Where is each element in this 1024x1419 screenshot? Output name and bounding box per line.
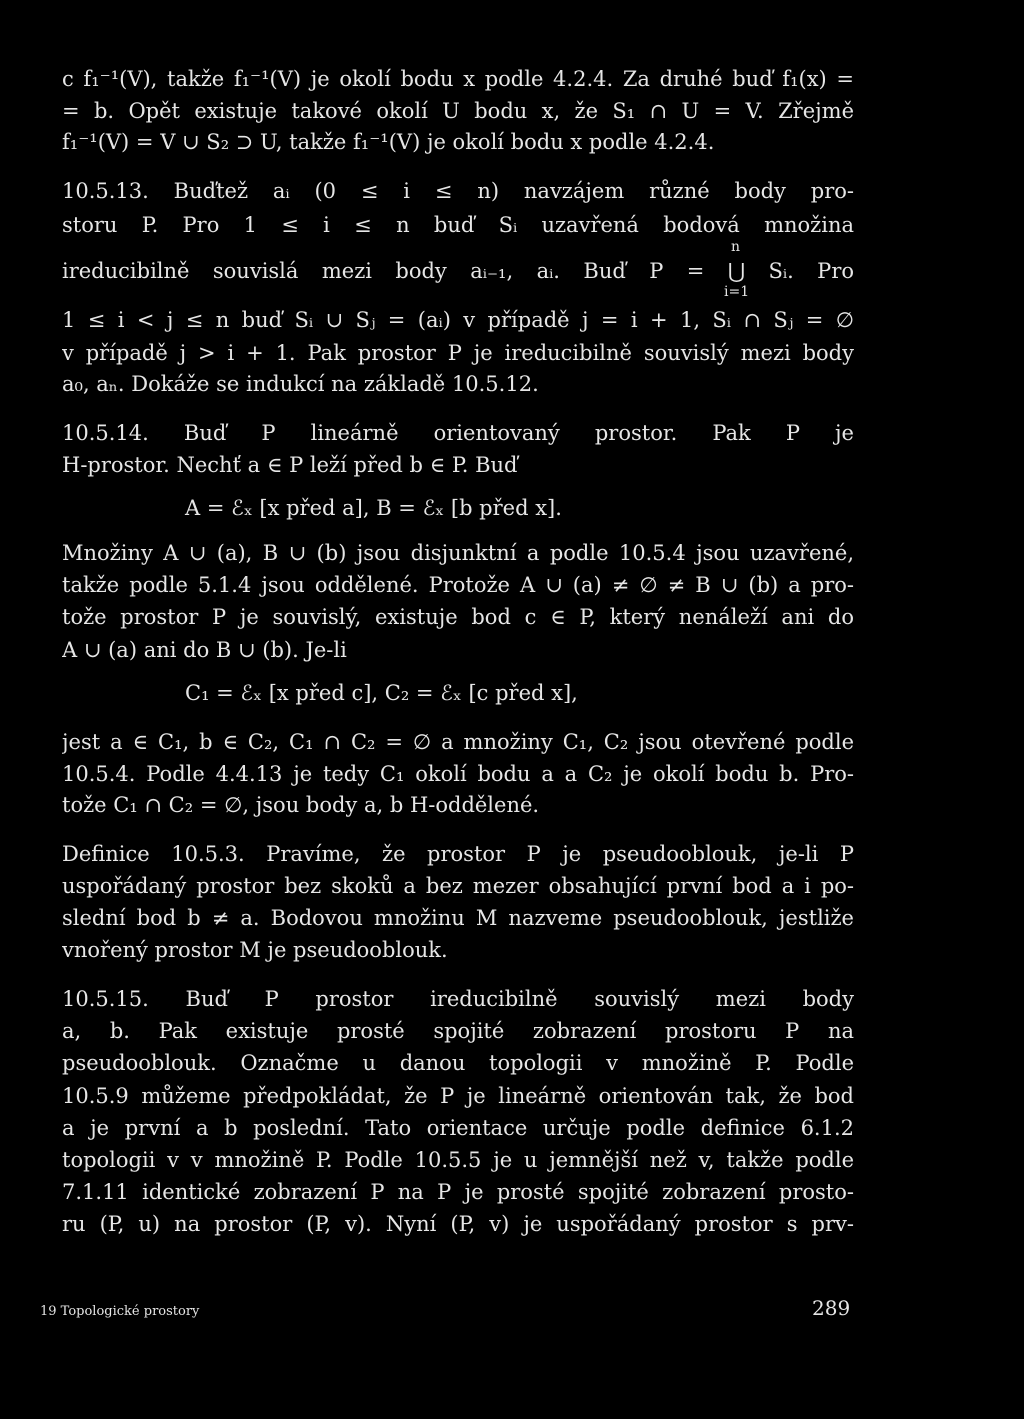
text-line: 10.5.4. Podle 4.4.13 je tedy C₁ okolí bodu a a C₂ je okolí bodu b. Pro- (62, 762, 854, 786)
text-line: slední bod b ≠ a. Bodovou množinu M nazveme pseudooblouk, jestliže (62, 906, 854, 930)
theorem-10-5-14-heading: 10.5.14. Buď P lineárně orientovaný prostor. Pak P je (62, 421, 854, 445)
text-line: takže podle 5.1.4 jsou oddělené. Protože A ∪ (a) ≠ ∅ ≠ B ∪ (b) a pro- (62, 573, 854, 597)
definition-10-5-3-heading: Definice 10.5.3. Pravíme, že prostor P je pseudooblouk, je-li P (62, 842, 854, 866)
text-line: jest a ∈ C₁, b ∈ C₂, C₁ ∩ C₂ = ∅ a množiny C₁, C₂ jsou otevřené podle (62, 730, 854, 754)
theorem-10-5-15-heading: 10.5.15. Buď P prostor ireducibilně souvislý mezi body (62, 987, 854, 1011)
text-line: a je první a b poslední. Tato orientace určuje podle definice 6.1.2 (62, 1116, 854, 1140)
footer-signature: 19 Topologické prostory (40, 1304, 200, 1319)
text-line: vnořený prostor M je pseudooblouk. (62, 938, 448, 962)
union-lower-limit: i=1 (724, 284, 750, 300)
text-line: f₁⁻¹(V) = V ∪ S₂ ⊃ U, takže f₁⁻¹(V) je okolí bodu x podle 4.2.4. (62, 130, 715, 154)
display-formula-ab: A = ℰₓ [x před a], B = ℰₓ [b před x]. (185, 496, 562, 520)
text-line: Množiny A ∪ (a), B ∪ (b) jsou disjunktní a podle 10.5.4 jsou uzavřené, (62, 541, 854, 565)
text-line: A ∪ (a) ani do B ∪ (b). Je-li (62, 638, 347, 662)
text-line: tože C₁ ∩ C₂ = ∅, jsou body a, b H-oddělené. (62, 793, 540, 817)
display-formula-c: C₁ = ℰₓ [x před c], C₂ = ℰₓ [c před x], (185, 681, 578, 705)
union-upper-limit: n (731, 239, 741, 255)
text-line: a₀, aₙ. Dokáže se indukcí na základě 10.5.12. (62, 372, 539, 396)
text-line: = b. Opět existuje takové okolí U bodu x, že S₁ ∩ U = V. Zřejmě (62, 99, 854, 123)
text-line: pseudooblouk. Označme u danou topologii v množině P. Podle (62, 1051, 854, 1075)
text-line: ireducibilně souvislá mezi body aᵢ₋₁, aᵢ. Buď P = ⋃ Sᵢ. Pro (62, 259, 854, 283)
text-line: tože prostor P je souvislý, existuje bod c ∈ P, který nenáleží ani do (62, 605, 854, 629)
text-line: topologii v v množině P. Podle 10.5.5 je u jemnější než v, takže podle (62, 1148, 854, 1172)
text-line: uspořádaný prostor bez skoků a bez mezer obsahující první bod a i po- (62, 874, 854, 898)
text-line: a, b. Pak existuje prosté spojité zobrazení prostoru P na (62, 1019, 854, 1043)
page-number: 289 (812, 1296, 851, 1320)
text-line: 10.5.9 můžeme předpokládat, že P je lineárně orientován tak, že bod (62, 1084, 854, 1108)
text-line: c f₁⁻¹(V), takže f₁⁻¹(V) je okolí bodu x podle 4.2.4. Za druhé buď f₁(x) = (62, 67, 854, 91)
theorem-10-5-13-heading: 10.5.13. Buďtež aᵢ (0 ≤ i ≤ n) navzájem různé body pro- (62, 179, 854, 203)
text-line: ru (P, u) na prostor (P, v). Nyní (P, v) je uspořádaný prostor s prv- (62, 1212, 854, 1236)
text-line: 1 ≤ i < j ≤ n buď Sᵢ ∪ Sⱼ = (aᵢ) v případě j = i + 1, Sᵢ ∩ Sⱼ = ∅ (62, 308, 854, 332)
text-line: 7.1.11 identické zobrazení P na P je prosté spojité zobrazení prosto- (62, 1180, 854, 1204)
text-line: H-prostor. Nechť a ∈ P leží před b ∈ P. Buď (62, 453, 518, 477)
text-line: storu P. Pro 1 ≤ i ≤ n buď Sᵢ uzavřená bodová množina (62, 213, 854, 237)
text-line: v případě j > i + 1. Pak prostor P je ireducibilně souvislý mezi body (62, 341, 854, 365)
